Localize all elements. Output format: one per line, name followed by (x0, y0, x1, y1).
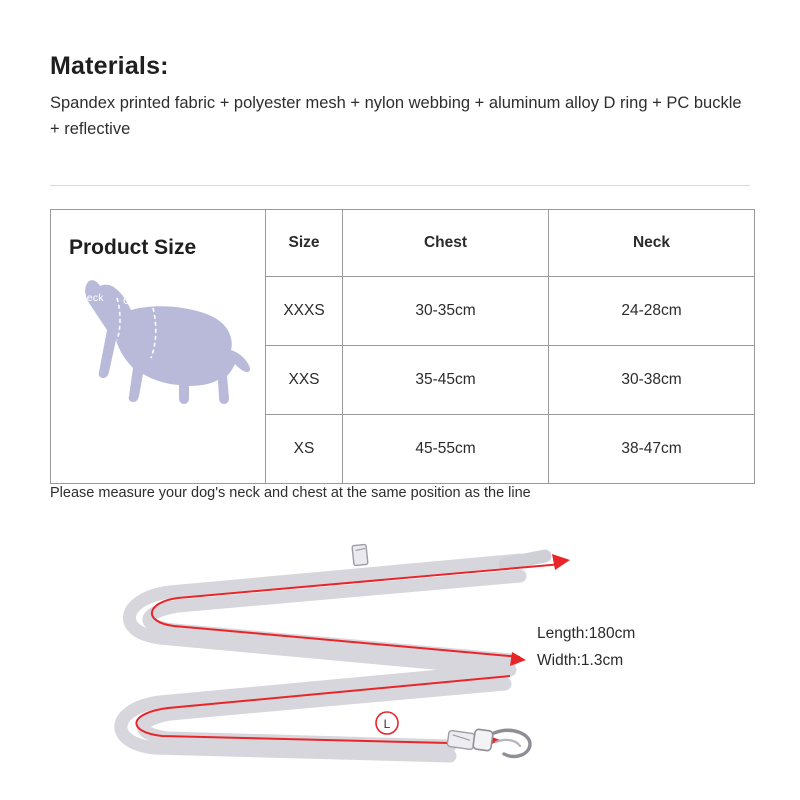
arrow-head-upper-end (510, 652, 526, 666)
svg-text:L: L (383, 717, 391, 731)
snap-hook-icon (447, 729, 530, 757)
materials-title: Materials: (50, 52, 169, 80)
cell-size: XXS (266, 346, 343, 415)
cell-chest: 35-45cm (343, 346, 549, 415)
leash-length: Length:180cm (537, 625, 636, 642)
header-chest: Chest (343, 210, 549, 277)
table-header-row (51, 210, 755, 277)
cell-neck: 24-28cm (549, 277, 755, 346)
dog-neck-label: Neck (79, 292, 104, 304)
cell-neck: 38-47cm (549, 415, 755, 484)
measure-note: Please measure your dog's neck and chest at the same position as the line (50, 485, 531, 501)
section-divider (50, 185, 750, 186)
header-size: Size (266, 210, 343, 277)
dog-chest-label: Chest (123, 295, 152, 307)
cell-size: XXXS (266, 277, 343, 346)
materials-section (50, 52, 750, 142)
handle-marker (376, 712, 398, 734)
arrow-head-upper (552, 554, 570, 570)
leash-width: Width:1.3cm (537, 652, 624, 670)
leash-strap (121, 560, 520, 756)
slider-buckle-icon (352, 544, 368, 565)
leash-upper-join (505, 556, 545, 564)
cell-size: XS (266, 415, 343, 484)
leash-diagram (50, 520, 750, 780)
cell-chest: 45-55cm (343, 415, 549, 484)
size-table (50, 209, 755, 484)
leash-specs (537, 620, 635, 674)
header-neck: Neck (549, 210, 755, 277)
cell-chest: 30-35cm (343, 277, 549, 346)
materials-description: Spandex printed fabric + polyester mesh + nylon webbing + aluminum alloy D ring + PC buckle + reflective (50, 94, 742, 138)
product-size-label: Product Size (69, 236, 197, 259)
product-size-cell (51, 210, 266, 484)
cell-neck: 30-38cm (549, 346, 755, 415)
